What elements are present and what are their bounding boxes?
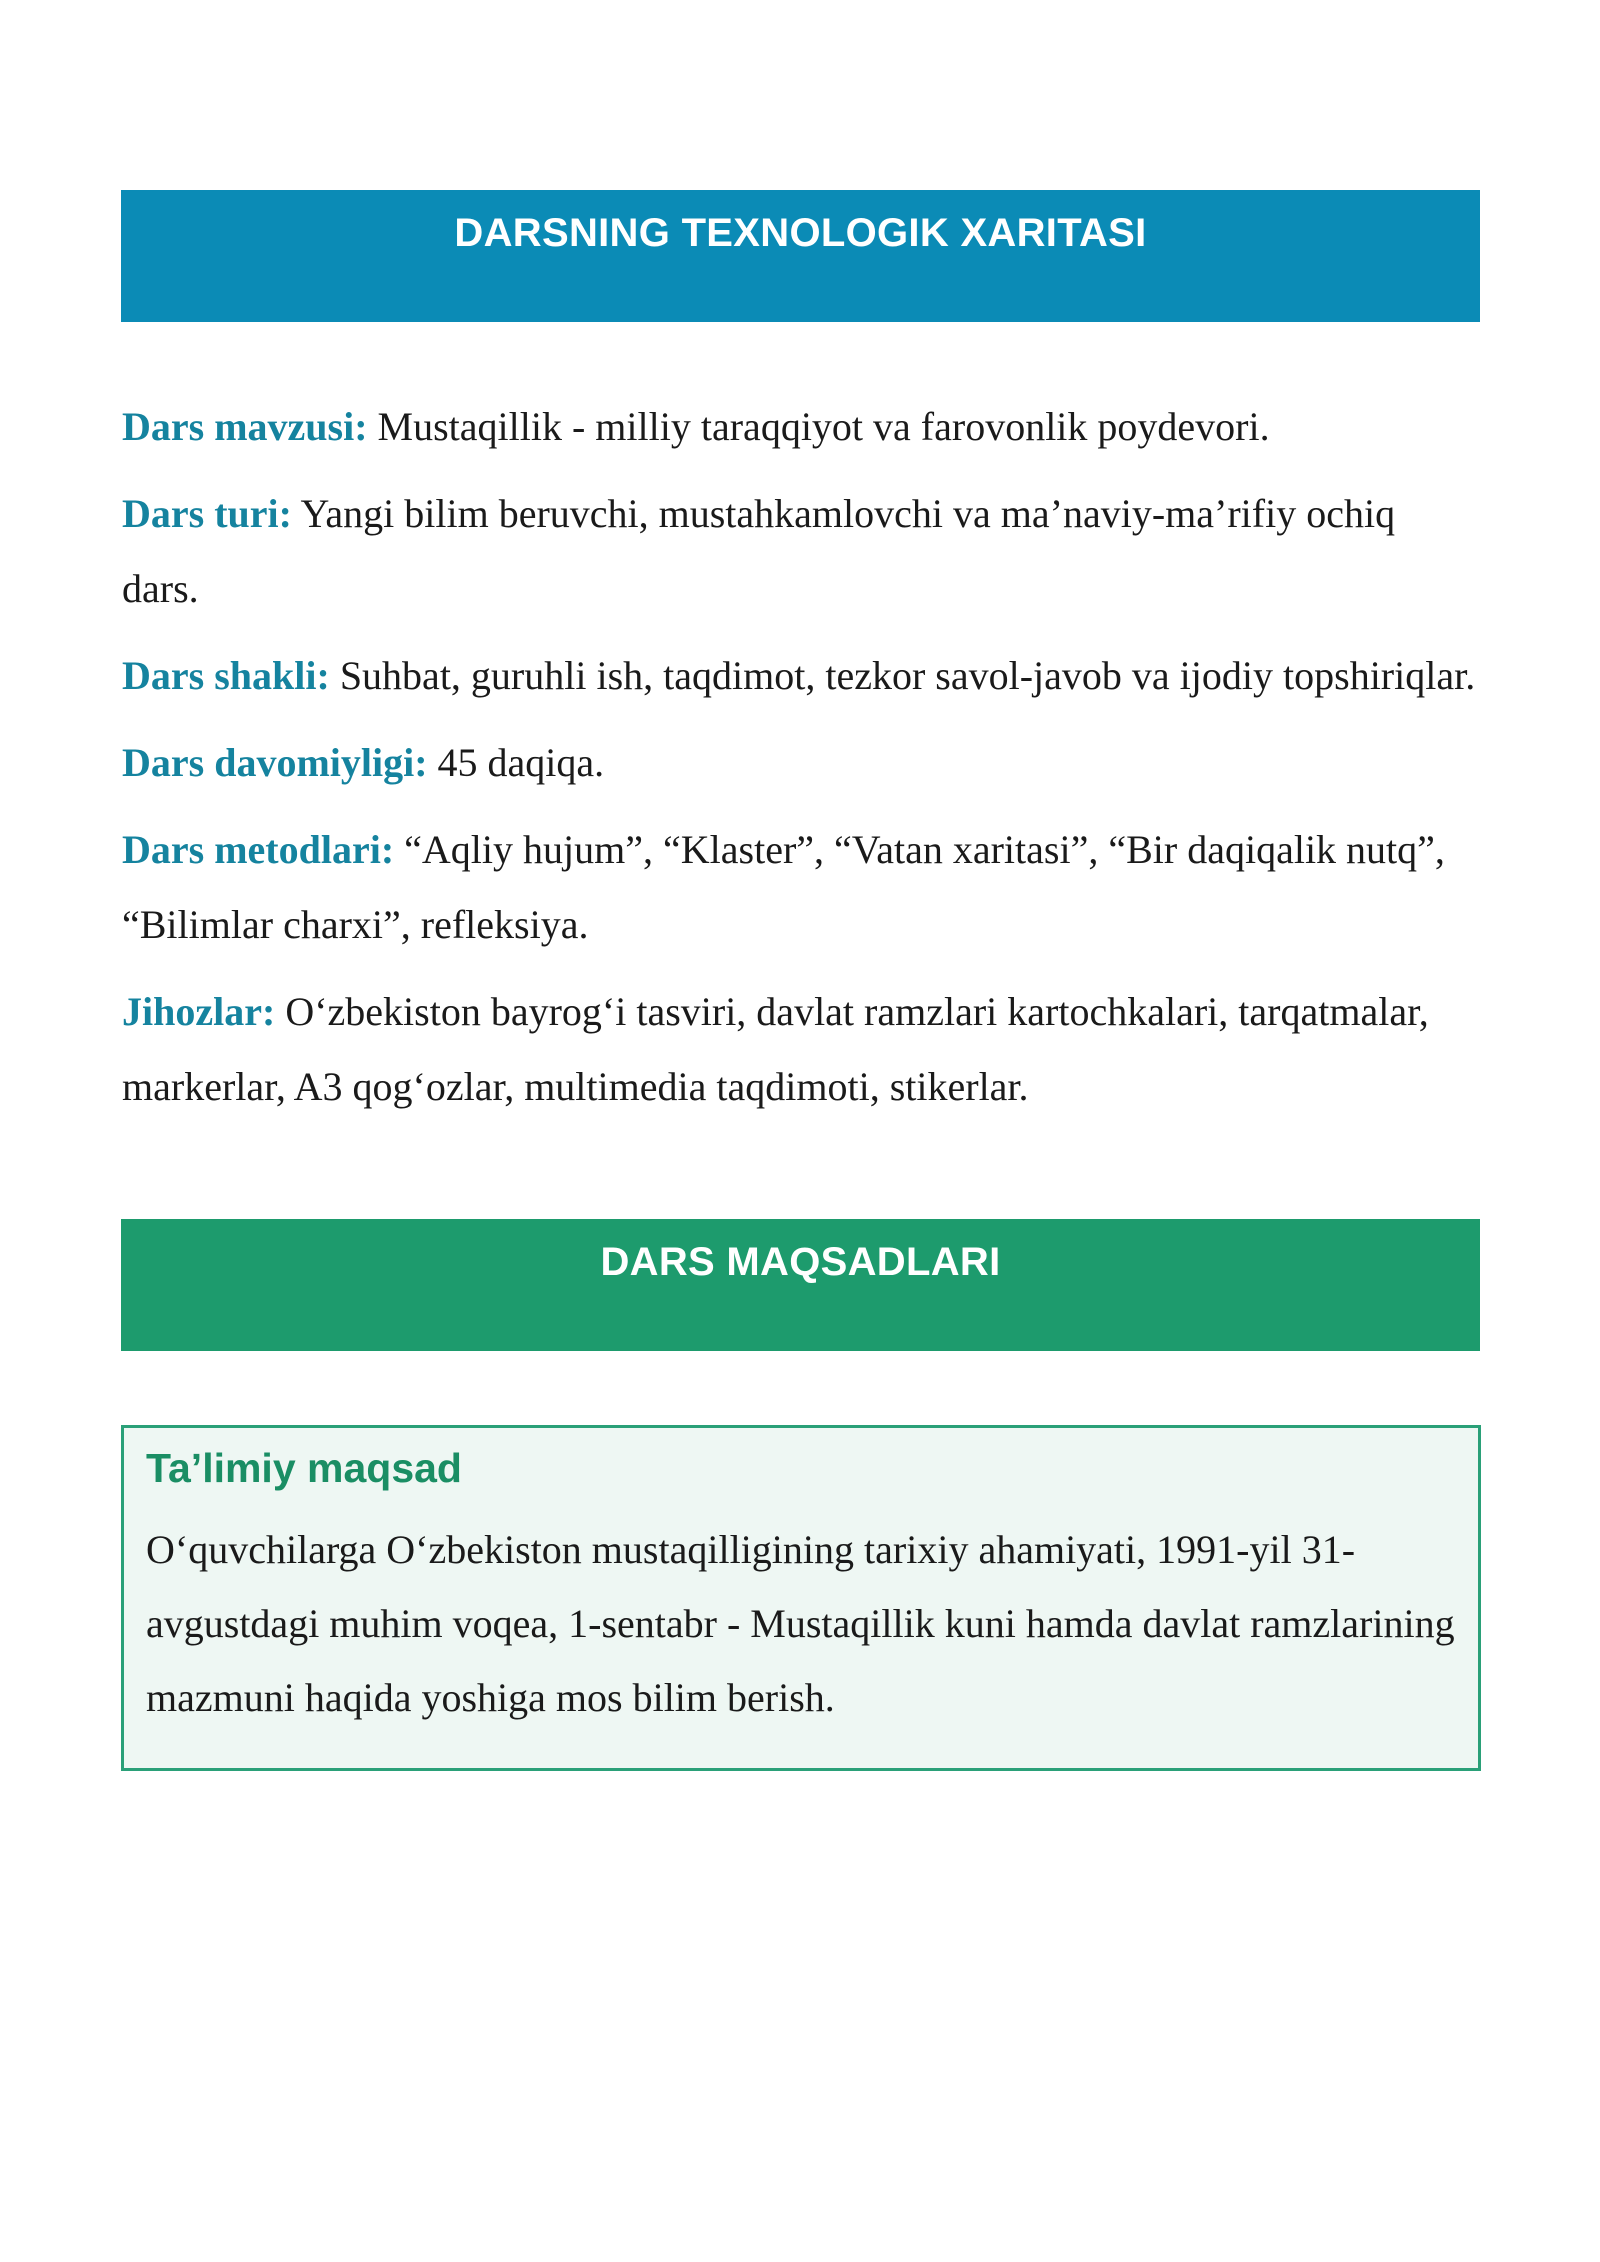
info-topic xyxy=(122,389,1480,464)
info-methods xyxy=(122,812,1480,962)
lesson-map-header xyxy=(121,190,1480,322)
info-equipment-label: Jihozlar: xyxy=(122,989,276,1034)
info-form-label: Dars shakli: xyxy=(122,653,330,698)
info-form xyxy=(122,638,1480,713)
info-methods-value: “Aqliy hujum”, “Klaster”, “Vatan xaritasi”, “Bir daqiqalik nutq”, “Bilimlar charxi”, refleksiya. xyxy=(122,827,1445,947)
info-duration xyxy=(122,725,1480,800)
info-type-label: Dars turi: xyxy=(122,491,292,536)
info-type-value: Yangi bilim beruvchi, mustahkamlovchi va ma’naviy-ma’rifiy ochiq dars. xyxy=(122,491,1396,611)
info-equipment-value: O‘zbekiston bayrog‘i tasviri, davlat ramzlari kartochkalari, tarqatmalar, markerlar, A3 qog‘ozlar, multimedia taqdimoti, stikerlar. xyxy=(122,989,1429,1109)
info-duration-value: 45 daqiqa. xyxy=(437,740,605,785)
lesson-info-list xyxy=(122,389,1480,1136)
educational-goal-title: Ta’limiy maqsad xyxy=(146,1445,462,1491)
info-duration-label: Dars davomiyligi: xyxy=(122,740,428,785)
lesson-map-title: DARSNING TEXNOLOGIK XARITASI xyxy=(454,211,1147,255)
info-type xyxy=(122,476,1480,626)
info-methods-label: Dars metodlari: xyxy=(122,827,395,872)
lesson-goals-header xyxy=(121,1219,1480,1351)
educational-goal-box xyxy=(121,1425,1481,1771)
info-form-value: Suhbat, guruhli ish, taqdimot, tezkor savol-javob va ijodiy topshiriqlar. xyxy=(339,653,1476,698)
info-topic-value: Mustaqillik - milliy taraqqiyot va farovonlik poydevori. xyxy=(377,404,1270,449)
educational-goal-text: O‘quvchilarga O‘zbekiston mustaqilligining tarixiy ahamiyati, 1991-yil 31-avgustdagi muhim voqea, 1-sentabr - Mustaqillik kuni hamda davlat ramzlarining mazmuni haqida yoshiga mos bilim berish. xyxy=(146,1527,1455,1720)
lesson-goals-title: DARS MAQSADLARI xyxy=(600,1240,1001,1284)
info-equipment xyxy=(122,974,1480,1124)
info-topic-label: Dars mavzusi: xyxy=(122,404,368,449)
